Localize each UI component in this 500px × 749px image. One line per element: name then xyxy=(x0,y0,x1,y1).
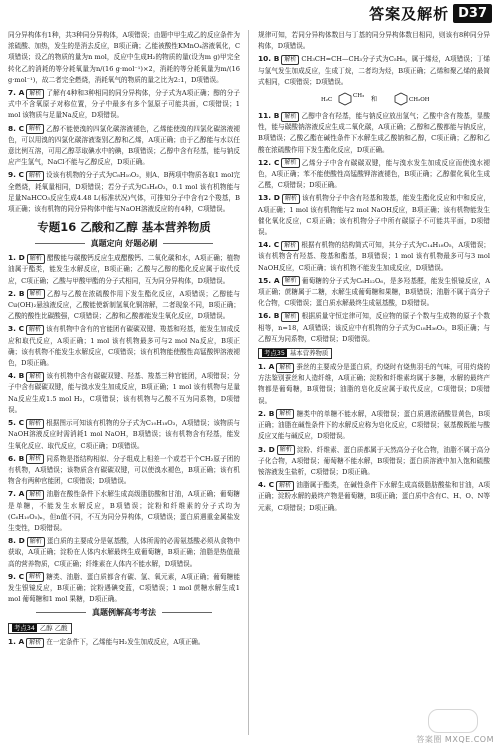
analysis-tag: 解析 xyxy=(26,325,44,335)
answer-number: 3. D xyxy=(258,444,275,454)
answer-number: 8. C xyxy=(8,123,25,133)
answer-text: 根据图示可知该有机物的分子式为C₁₀H₁₈O₃，A项错误；该物质与NaOH溶液反应时需消耗1 mol NaOH，B项错误；该有机物含有羟基，能发生氧化反应、取代反应，C项正确；D项错误。 xyxy=(8,419,240,450)
column-divider xyxy=(248,30,249,735)
answer-item xyxy=(258,310,490,345)
answer-item xyxy=(8,535,240,570)
intro-text: 同分异构体有1种，共3种同分异构体，A项错误；由题中甲生成乙的反应条件为浓硫酸、加热，发生的是消去反应，B项正确；乙能被酸性KMnO₄溶液氧化，C项错误；设乙的物质的量为n mol，反应中生成H₂的物质的量(设为m g)甲完全转化乙的消耗的等分耗氧量为n/(16 g·mol⁻¹)×2，消耗的等分耗氧量为m/(16 g·mol⁻¹)，故二者完全燃烧，消耗氧气的物质的量之比为2:1，D项错误。 xyxy=(8,31,240,84)
answer-item xyxy=(8,323,240,369)
answer-number: 6. B xyxy=(8,453,25,463)
answer-item xyxy=(8,288,240,323)
answer-item xyxy=(8,169,240,215)
answer-item xyxy=(258,239,490,274)
answer-item xyxy=(8,252,240,287)
answer-item xyxy=(8,417,240,452)
knowledge-point-text: 乙醇 乙酸 xyxy=(39,624,68,633)
analysis-tag: 解析 xyxy=(281,55,299,65)
answer-number: 15. A xyxy=(258,275,280,285)
answer-number: 5. C xyxy=(8,418,25,428)
answer-text: 乙醇中含有羟基，能与钠反应放出氢气；乙酸中含有羧基，显酸性，能与碳酸钠溶液反应生成二氧化碳，A项正确；乙醇和乙酸都能与钠反应，B项错误；乙酸乙酯在碱性条件下水解生成乙酸钠和乙醇，C项正确；乙醇和乙酸在浓硫酸作用下发生酯化反应，D项正确。 xyxy=(258,112,490,154)
struct-label: CH₂OH xyxy=(409,97,429,104)
answer-item xyxy=(258,157,490,192)
topic-title: 专题16 乙酸和乙醇 基本营养物质 xyxy=(37,220,211,235)
answer-text: 该有机物中含有的官能团有碳碳双键、羧基和羟基，能发生加成反应和取代反应，A项正确；1 mol 该有机物最多可与2 mol Na反应，B项正确；该有机物不能发生水解反应，C项错误；该有机物能使酸性高锰酸钾溶液褪色，D项正确。 xyxy=(8,325,240,368)
section-heading xyxy=(8,238,240,250)
analysis-tag: 解析 xyxy=(27,289,45,299)
section-heading xyxy=(8,607,240,619)
answer-number: 7. A xyxy=(8,489,25,499)
answer-text: 糖类、油脂、蛋白质都含有碳、氢、氧元素，A项正确；葡萄糖能发生银镜反应，B项正确；淀粉遇碘变蓝，C项错误；1 mol 蔗糖水解生成1 mol 葡萄糖和1 mol 果糖，D项正确。 xyxy=(8,572,240,604)
answer-text: 糖类中的单糖不能水解，A项错误；蛋白质遇浓硝酸显黄色，B项正确；油脂在碱性条件下的水解反应称为皂化反应，C项错误；氨基酸既能与酸反应又能与碱反应，D项错误。 xyxy=(258,409,490,441)
answer-item xyxy=(258,275,490,310)
benzene-ring-1 xyxy=(339,93,351,105)
struct-label: H₂C xyxy=(321,97,333,104)
rule-line xyxy=(162,612,212,613)
answer-number: 1. A xyxy=(8,637,25,647)
answer-item xyxy=(258,361,490,407)
answer-item xyxy=(8,488,240,534)
analysis-tag: 解析 xyxy=(281,241,299,251)
answer-text: 乙醇不能使溴的四氯化碳溶液褪色，乙烯能使溴的四氯化碳溶液褪色，可以用溴的四氯化碳溶液鉴别乙醇和乙烯，A项正确；由于乙醇能与水以任意比例互溶，可用乙醇萃取碘水中的碘，B项错误；乙醇中含有羟基，能与钠反应产生氢气，NaCl不能与乙醇反应，D项正确。 xyxy=(8,124,240,167)
answer-item xyxy=(8,87,240,122)
right-items-2 xyxy=(258,361,490,514)
knowledge-point-id: 考点35 xyxy=(264,349,285,358)
struct-label: CH₃ xyxy=(353,93,365,100)
rule-line xyxy=(35,243,85,244)
answer-text: 在一定条件下，乙烯能与H₂发生加成反应，A项正确。 xyxy=(46,638,205,647)
analysis-tag: 解析 xyxy=(26,572,44,582)
answer-text: 根据有机物的结构简式可知，其分子式为C₁₄H₁₈O₅，A项错误；该有机物含有羟基、羧基和酯基，B项错误；1 mol 该有机物最多可与3 mol NaOH反应，C项正确；该有机物不能发生加成反应，D项错误。 xyxy=(258,241,490,272)
answer-number: 7. A xyxy=(8,88,25,98)
answer-text: 乙醇与乙酸在浓硫酸作用下发生酯化反应，A项错误；乙醇能与Cu(OH)₂悬浊液反应，乙酸能使新制氢氧化铜溶解，二者现象不同，B项正确；乙酸的酸性比碳酸强，C项错误；乙醇和乙酸都能发生氧化反应，D项错误。 xyxy=(8,289,240,321)
rule-line xyxy=(163,243,213,244)
knowledge-point-id: 考点34 xyxy=(14,624,35,633)
answer-item xyxy=(8,370,240,416)
knowledge-point-label xyxy=(8,623,72,634)
answer-text: 蚕丝的主要成分是蛋白质，灼烧时有烧焦羽毛的气味，可用灼烧的方法鉴别蚕丝和人造纤维，A项正确；淀粉和纤维素均属于多糖，水解的最终产物都是葡萄糖，B项错误；油脂的皂化反应属于取代反应，C项错误；D项错误。 xyxy=(258,363,490,405)
answer-text: 醋酸能与碳酸钙反应生成醋酸钙、二氧化碳和水，A项正确；植物油属于酯类，能发生水解反应，B项正确；乙酸与乙醇的酯化反应属于取代反应，C项正确；乙酸与甲酸甲酯的分子式相同，互为同分异构体，D项错误。 xyxy=(8,254,240,285)
answer-number: 2. B xyxy=(258,408,275,418)
page-number-badge: D37 xyxy=(453,4,492,23)
answer-text: 设该有机物的分子式为C₈H₁₀O₂，则A、B两项中物质各取1 mol完全燃烧，耗氧量相同，D项错误；若分子式为C₃H₆O₂，0.1 mol 该有机物能与足量NaHCO₃反应生成4.48 L(标准状况)气体，可推知分子中含有2个羧基，B项正确；该有机物的同分异构体中能与NaOH溶液反应的有4种，C项错误。 xyxy=(8,171,240,214)
rule-line xyxy=(36,612,86,613)
analysis-tag: 解析 xyxy=(282,194,300,204)
benzene-ring-2 xyxy=(395,93,407,105)
analysis-tag: 解析 xyxy=(282,276,300,286)
analysis-tag: 解析 xyxy=(26,638,44,648)
analysis-tag: 解析 xyxy=(26,171,44,181)
answer-number: 2. B xyxy=(8,288,25,298)
answer-item xyxy=(8,123,240,169)
header-title: 答案及解析 xyxy=(369,4,450,23)
section-heading-text: 真题定向 好题必刷 xyxy=(90,239,158,249)
answer-text: 葡萄糖的分子式为C₆H₁₂O₆，是多羟基醛，能发生银镜反应，A项正确；蔗糖属于二糖，水解生成葡萄糖和果糖，B项错误；油脂不属于高分子化合物，C项错误；蛋白质水解最终生成氨基酸，D项错误。 xyxy=(258,276,490,308)
structural-formula xyxy=(258,90,490,108)
analysis-tag: 解析 xyxy=(281,312,299,322)
answer-number: 1. A xyxy=(258,362,275,372)
watermark-stamp xyxy=(428,709,478,733)
answer-item xyxy=(8,453,240,488)
analysis-tag: 解析 xyxy=(276,363,294,373)
answer-text: 油脂属于酯类，在碱性条件下水解生成高级脂肪酸盐和甘油，A项正确；淀粉水解的最终产物是葡萄糖，B项正确；蛋白质中含有C、H、O、N等元素，C项错误；D项正确。 xyxy=(258,481,490,512)
answer-number: 4. B xyxy=(8,371,25,381)
analysis-tag: 解析 xyxy=(26,372,44,382)
answer-number: 8. D xyxy=(8,536,25,546)
intro-text: 规律可知，若同分异构体数目与丁基的同分异构体数目相同，则该有8种同分异构体，D项错误。 xyxy=(258,31,490,51)
section-heading-text: 真题例解高考考法 xyxy=(92,608,156,618)
watermark-text: 答案圈 MXQE.COM xyxy=(416,735,494,744)
answer-item xyxy=(258,444,490,479)
answer-item xyxy=(8,636,240,648)
answer-number: 9. C xyxy=(8,571,25,581)
answer-number: 3. C xyxy=(8,324,25,334)
analysis-tag: 解析 xyxy=(281,158,299,168)
answer-text: 该有机物中含有碳碳双键、羟基、羧基三种官能团，A项错误；分子中含有碳碳双键，能与溴水发生加成反应，B项正确；1 mol 该有机物与足量Na反应生成1.5 mol H₂，C项错误；该有机物与乙酸不互为同系物，D项错误。 xyxy=(8,372,240,414)
answer-number: 14. C xyxy=(258,240,280,250)
page-header xyxy=(0,0,500,26)
answer-text: 该有机物分子中含有羟基和羧基，能发生酯化反应和中和反应，A项正确；1 mol 该有机物能与2 mol NaOH反应，B项正确；该有机物能发生催化氧化反应，C项正确；该有机物分子中所有碳原子不可能共平面，D项错误。 xyxy=(258,194,490,237)
answer-text: 油脂在酸性条件下水解生成高级脂肪酸和甘油，A项正确；葡萄糖是单糖，不能发生水解反应，B项错误；淀粉和纤维素的分子式均为(C₆H₁₀O₅)ₙ，但n值不同，不互为同分异构体，C项错误；蛋白质遇重金属盐发生变性，D项错误。 xyxy=(8,490,240,532)
right-column xyxy=(258,30,490,735)
analysis-tag: 解析 xyxy=(26,490,44,500)
analysis-tag: 解析 xyxy=(276,409,294,419)
answer-text: 淀粉、纤维素、蛋白质都属于天然高分子化合物，油脂不属于高分子化合物，A项错误；葡萄糖不能水解，B项错误；蛋白质溶液中加入饱和硫酸铵溶液发生盐析，C项错误；D项正确。 xyxy=(258,445,490,476)
answer-item xyxy=(258,408,490,443)
answer-number: 1. D xyxy=(8,253,25,263)
answer-number: 12. C xyxy=(258,157,280,167)
benzene-ring-structures xyxy=(319,90,429,108)
knowledge-point-text: 基本营养物质 xyxy=(289,349,329,358)
answer-item xyxy=(258,479,490,514)
analysis-tag: 解析 xyxy=(281,112,299,122)
answer-item xyxy=(258,110,490,156)
answer-number: 4. C xyxy=(258,480,275,490)
analysis-tag: 解析 xyxy=(26,454,44,464)
answer-number: 9. C xyxy=(8,170,24,180)
struct-label: 和 xyxy=(371,96,378,104)
answer-text: 同系物是指结构相似、分子组成上相差一个或若干个CH₂原子团的有机物，A项错误；该物质含有碳碳双键，可以使溴水褪色，B项正确；该有机物含有两种官能团，C项错误；D项错误。 xyxy=(8,454,240,486)
analysis-tag: 解析 xyxy=(27,254,45,264)
answer-number: 16. B xyxy=(258,311,280,321)
left-items-2 xyxy=(8,252,240,605)
right-items xyxy=(258,110,490,345)
analysis-tag: 解析 xyxy=(26,419,44,429)
answer-item xyxy=(258,192,490,238)
analysis-tag: 解析 xyxy=(26,89,44,99)
answer-item xyxy=(8,571,240,606)
answer-number: 10. B xyxy=(258,54,280,64)
analysis-tag: 解析 xyxy=(27,537,45,547)
answer-text: CH₃CH=CH—CH₃分子式为C₅H₈，属于烯烃，A项错误；丁烯与氢气发生加成反应，生成丁烷，二者均为烃，B项正确；乙烯和聚乙烯的最简式相同，C项错误；D项错误。 xyxy=(258,55,490,86)
knowledge-point-label xyxy=(258,348,332,359)
left-items xyxy=(8,87,240,215)
answer-text: 了解有4种和3种相同的同分异构体，分子式为A项正确；醇的分子式中不含氧原子对称位置，分子中最多有多个氢原子可能共面，C项错误；1 mol 该物质与足量Na反应，D项错误。 xyxy=(8,89,240,120)
answer-item xyxy=(258,53,490,88)
answer-number: 11. B xyxy=(258,111,280,121)
analysis-tag: 解析 xyxy=(26,124,44,134)
left-column xyxy=(8,30,240,735)
analysis-tag: 解析 xyxy=(277,445,295,455)
answer-number: 13. D xyxy=(258,193,280,203)
analysis-tag: 解析 xyxy=(276,481,294,491)
answer-text: 蛋白质的主要成分是氨基酸，人体所需的必需氨基酸必须从食物中获取，A项正确；淀粉在人体内水解最终生成葡萄糖，B项正确；油脂是热值最高的营养物质，C项正确；纤维素在人体内不能水解，D项错误。 xyxy=(8,537,240,568)
answer-text: 乙烯分子中含有碳碳双键，能与溴水发生加成反应而使溴水褪色，A项正确；苯不能使酸性高锰酸钾溶液褪色，B项正确；乙醇催化氧化生成乙醛，C项错误；D项正确。 xyxy=(258,158,490,190)
answer-text: 根据质量守恒定律可知，反应物的原子个数与生成物的原子个数相等，n=18，A项错误；该反应中有机物的分子式为C₁₈H₃₆O₂，B项正确；与乙醇互为同系物，C项错误；D项错误。 xyxy=(258,312,490,343)
